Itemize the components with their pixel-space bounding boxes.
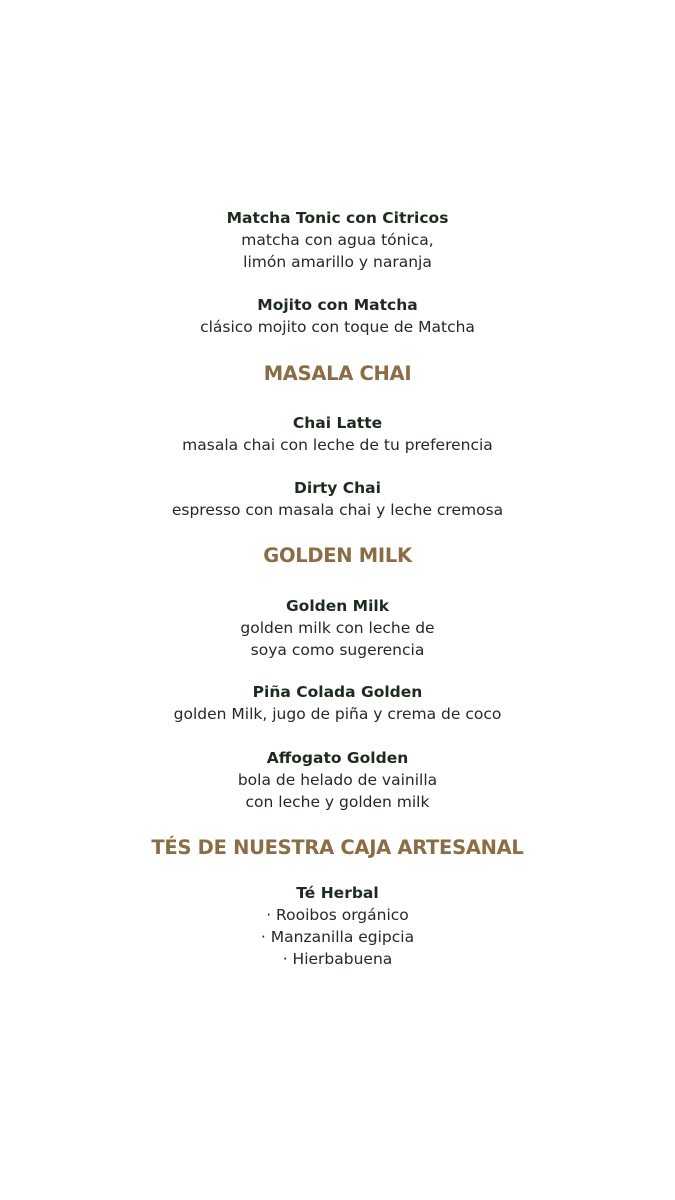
menu-item-chai-latte [0, 412, 675, 456]
menu-item-dirty-chai [0, 477, 675, 521]
item-name: Golden Milk [285, 597, 390, 615]
item-description: soya como sugerencia [250, 641, 425, 659]
menu-item-affogato-golden [0, 747, 675, 813]
menu-item-te-herbal [0, 882, 675, 970]
section-title-tes-artesanal: TÉS DE NUESTRA CAJA ARTESANAL [151, 836, 524, 859]
item-option: · Hierbabuena [282, 950, 393, 968]
section-title-golden-milk: GOLDEN MILK [263, 544, 412, 567]
menu-item-matcha-tonic [0, 207, 675, 273]
item-description: golden Milk, jugo de piña y crema de coco [173, 705, 502, 723]
item-name: Dirty Chai [294, 479, 381, 497]
item-name: Piña Colada Golden [252, 683, 423, 701]
item-description: bola de helado de vainilla [237, 771, 438, 789]
item-description: con leche y golden milk [245, 793, 430, 811]
item-name: Affogato Golden [266, 749, 409, 767]
item-description: espresso con masala chai y leche cremosa [171, 501, 504, 519]
item-description: limón amarillo y naranja [243, 253, 432, 271]
menu-item-pina-colada-golden [0, 681, 675, 725]
menu-item-golden-milk [0, 595, 675, 661]
item-description: matcha con agua tónica, [241, 231, 434, 249]
item-name: Mojito con Matcha [257, 296, 418, 314]
item-name: Matcha Tonic con Citricos [226, 209, 449, 227]
item-name: Té Herbal [296, 884, 379, 902]
item-name: Chai Latte [292, 414, 383, 432]
section-title-masala-chai: MASALA CHAI [263, 362, 412, 385]
item-description: clásico mojito con toque de Matcha [200, 318, 475, 336]
menu-item-mojito-matcha [0, 294, 675, 338]
item-option: · Rooibos orgánico [266, 906, 409, 924]
item-description: golden milk con leche de [240, 619, 435, 637]
item-description: masala chai con leche de tu preferencia [182, 436, 493, 454]
item-option: · Manzanilla egipcia [260, 928, 415, 946]
